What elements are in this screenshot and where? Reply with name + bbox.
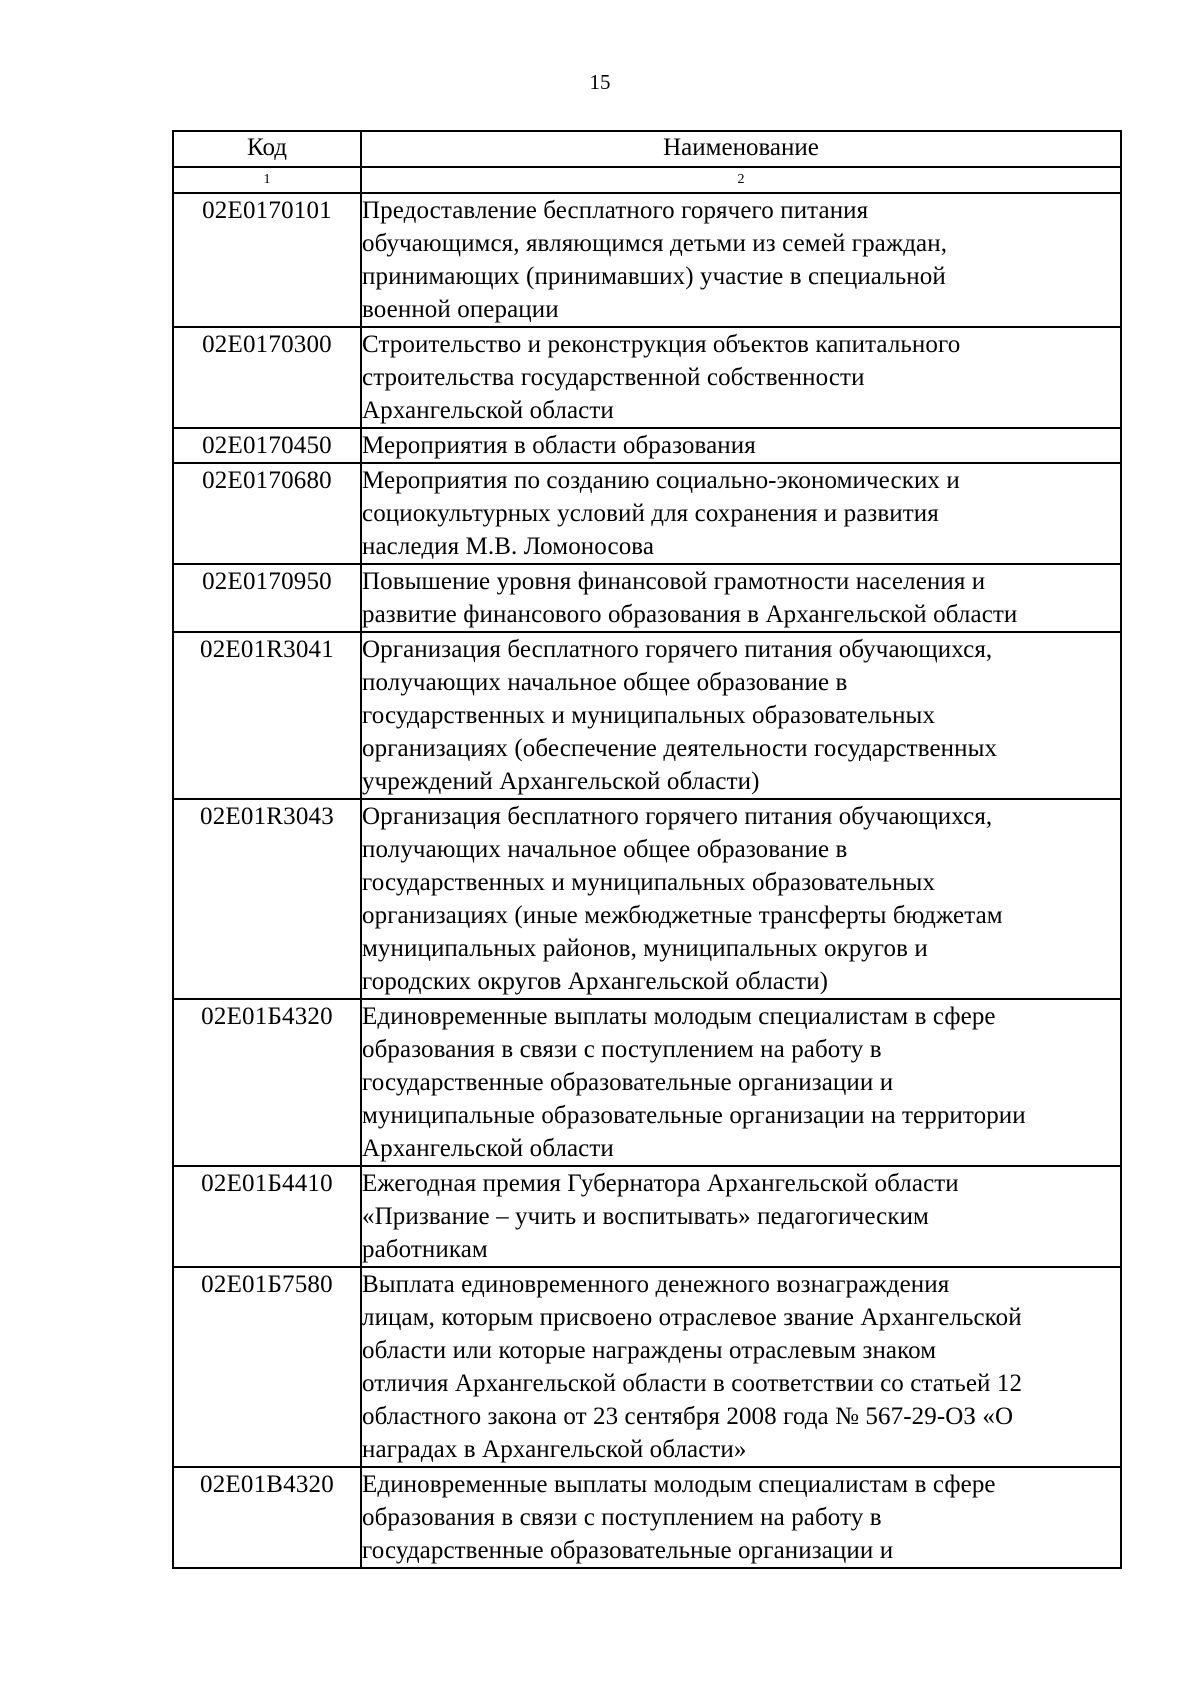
table-body [173,193,1121,1568]
row-name [361,1467,1121,1568]
row-name [361,428,1121,463]
table-row [173,463,1121,564]
row-name-line: учреждений Архангельской области) [362,768,760,795]
row-name-line: получающих начальное общее образование в [362,669,848,696]
row-name-line: Мероприятия в области образования [362,432,756,459]
row-name-line: муниципальных районов, муниципальных округов и [362,935,928,962]
row-name [361,632,1121,799]
row-name [361,193,1121,327]
row-name-line: военной операции [362,296,559,323]
row-name-line: государственных и муниципальных образовательных [362,702,936,729]
row-name-line: образования в связи с поступлением на работу в [362,1504,882,1531]
row-code: 02Е01R3041 [173,632,361,799]
row-name-line: Повышение уровня финансовой грамотности населения и [362,568,986,595]
row-code: 02Е0170680 [173,463,361,564]
column-number-row [173,167,1121,193]
row-name-line: наследия М.В. Ломоносова [362,533,655,560]
row-name-line: Единовременные выплаты молодым специалистам в сфере [362,1003,996,1030]
table-row [173,1267,1121,1467]
row-name-line: государственные образовательные организации и [362,1069,894,1096]
table-row [173,428,1121,463]
row-name-line: государственных и муниципальных образовательных [362,869,936,896]
row-name-line: Ежегодная премия Губернатора Архангельской области [362,1170,959,1197]
row-name-line: получающих начальное общее образование в [362,836,848,863]
row-name-line: образования в связи с поступлением на работу в [362,1036,882,1063]
row-name-line: принимающих (принимавших) участие в специальной [362,263,946,290]
row-name-line: Мероприятия по созданию социально-экономических и [362,467,960,494]
row-code: 02Е0170300 [173,327,361,428]
row-name-line: Единовременные выплаты молодым специалистам в сфере [362,1471,996,1498]
row-name-line: наградах в Архангельской области» [362,1436,747,1463]
table-row [173,632,1121,799]
row-name [361,1166,1121,1267]
table-header-row [173,131,1121,167]
row-code: 02Е0170101 [173,193,361,327]
table-row [173,799,1121,999]
row-code: 02Е01Б4320 [173,999,361,1166]
row-name-line: муниципальные образовательные организации на территории [362,1102,1026,1129]
row-code: 02Е0170450 [173,428,361,463]
row-name-line: обучающимся, являющимся детьми из семей граждан, [362,230,948,257]
row-name-line: Выплата единовременного денежного вознаграждения [362,1271,950,1298]
table-row [173,1166,1121,1267]
row-name [361,564,1121,632]
row-name-line: Строительство и реконструкция объектов капитального [362,331,961,358]
row-code: 02Е01Б7580 [173,1267,361,1467]
code-column-number: 1 [173,167,361,193]
row-name [361,1267,1121,1467]
row-name-line: Предоставление бесплатного горячего питания [362,197,869,224]
table-row [173,193,1121,327]
row-code: 02Е01В4320 [173,1467,361,1568]
row-code: 02Е01R3043 [173,799,361,999]
table-row [173,999,1121,1166]
row-name-line: Архангельской области [362,1135,614,1162]
row-name-line: развитие финансового образования в Архангельской области [362,601,1018,628]
row-name-line: отличия Архангельской области в соответствии со статьей 12 [362,1370,1023,1397]
row-name-line: «Призвание – учить и воспитывать» педагогическим [362,1203,929,1230]
row-name-line: государственные образовательные организации и [362,1537,894,1564]
row-name-line: областного закона от 23 сентября 2008 года № 567-29-ОЗ «О [362,1403,1014,1430]
row-name-line: Организация бесплатного горячего питания обучающихся, [362,803,993,830]
row-name [361,463,1121,564]
row-code: 02Е01Б4410 [173,1166,361,1267]
row-name-line: Архангельской области [362,397,614,424]
page-number: 15 [589,70,611,94]
row-name-line: организациях (иные межбюджетные трансферты бюджетам [362,902,1003,929]
row-code: 02Е0170950 [173,564,361,632]
row-name-line: организациях (обеспечение деятельности государственных [362,735,998,762]
table-row [173,1467,1121,1568]
row-name-line: городских округов Архангельской области) [362,968,829,995]
row-name-line: области или которые награждены отраслевым знаком [362,1337,937,1364]
table-row [173,327,1121,428]
name-column-number: 2 [361,167,1121,193]
row-name-line: лицам, которым присвоено отраслевое звание Архангельской [362,1304,1022,1331]
budget-code-table [172,130,1122,1569]
code-column-header: Код [173,131,361,167]
table-row [173,564,1121,632]
row-name-line: Организация бесплатного горячего питания обучающихся, [362,636,993,663]
name-column-header: Наименование [361,131,1121,167]
row-name [361,799,1121,999]
row-name [361,999,1121,1166]
row-name [361,327,1121,428]
row-name-line: социокультурных условий для сохранения и развития [362,500,939,527]
row-name-line: строительства государственной собственности [362,364,865,391]
row-name-line: работникам [362,1236,488,1263]
